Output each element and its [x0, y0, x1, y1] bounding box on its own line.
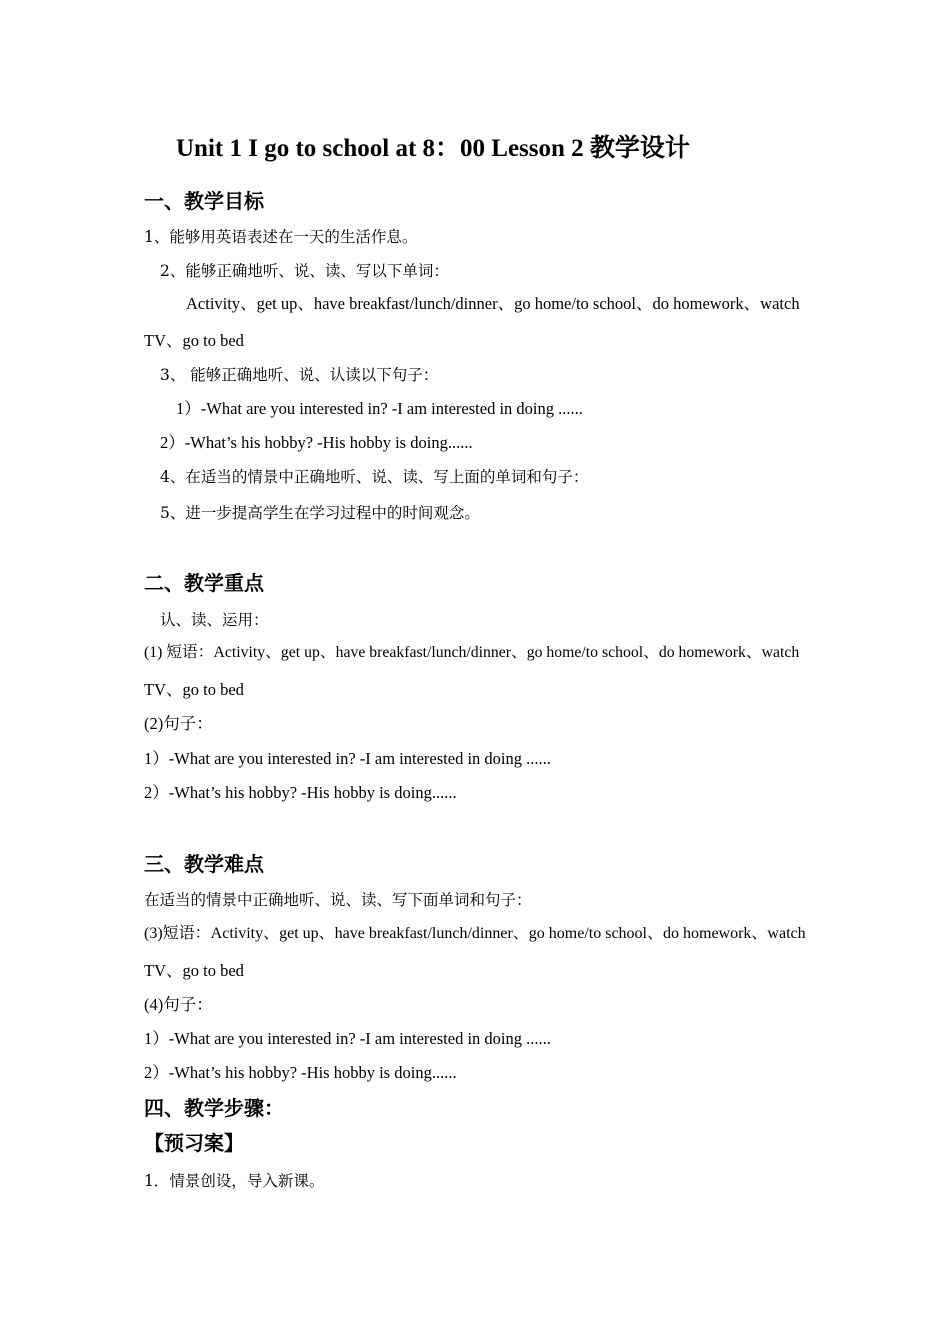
- key-points-intro: 认、读、运用：: [160, 611, 269, 629]
- section-heading-objectives: 一、教学目标: [144, 189, 264, 213]
- objective-sentence-1: 1）-What are you interested in? -I am interested in doing ......: [176, 399, 583, 418]
- document-title: Unit 1 I go to school at 8：00 Lesson 2 教学设计: [176, 135, 690, 162]
- difficulties-intro: 在适当的情景中正确地听、说、读、写下面单词和句子：: [144, 891, 532, 909]
- key-points-sentence-2: 2）-What’s his hobby? -His hobby is doing......: [144, 783, 457, 802]
- key-points-phrases: (1) 短语：Activity、get up、have breakfast/lunch/dinner、go home/to school、do homework、watch: [144, 644, 800, 661]
- key-points-sentence-1: 1）-What are you interested in? -I am interested in doing ......: [144, 749, 551, 768]
- section-heading-difficulties: 三、教学难点: [144, 852, 264, 876]
- key-points-sentences-label: (2)句子：: [144, 714, 213, 733]
- objective-line-4: 4、在适当的情景中正确地听、说、读、写上面的单词和句子：: [160, 468, 589, 486]
- step-line-1: 1．情景创设，导入新课。: [144, 1172, 325, 1190]
- objective-word-list: Activity、get up、have breakfast/lunch/dinner、go home/to school、do homework、watch: [186, 294, 800, 313]
- objective-line-1: 1、能够用英语表述在一天的生活作息。: [144, 228, 418, 246]
- difficulties-sentence-2: 2）-What’s his hobby? -His hobby is doing......: [144, 1063, 457, 1082]
- section-heading-steps: 四、教学步骤：: [144, 1096, 284, 1120]
- objective-word-list-cont: TV、go to bed: [144, 331, 244, 350]
- difficulties-sentences-label: (4)句子：: [144, 995, 213, 1014]
- difficulties-sentence-1: 1）-What are you interested in? -I am interested in doing ......: [144, 1029, 551, 1048]
- key-points-phrases-cont: TV、go to bed: [144, 680, 244, 699]
- preview-subheading: 【预习案】: [144, 1131, 244, 1155]
- section-heading-key-points: 二、教学重点: [144, 571, 264, 595]
- difficulties-phrases-cont: TV、go to bed: [144, 961, 244, 980]
- difficulties-phrases: (3)短语：Activity、get up、have breakfast/lunch/dinner、go home/to school、do homework、watch: [144, 925, 806, 942]
- objective-line-5: 5、进一步提高学生在学习过程中的时间观念。: [160, 504, 480, 522]
- objective-sentence-2: 2）-What’s his hobby? -His hobby is doing......: [160, 433, 473, 452]
- objective-line-2: 2、能够正确地听、说、读、写以下单词：: [160, 262, 449, 280]
- objective-line-3: 3、 能够正确地听、说、认读以下句子：: [160, 366, 439, 384]
